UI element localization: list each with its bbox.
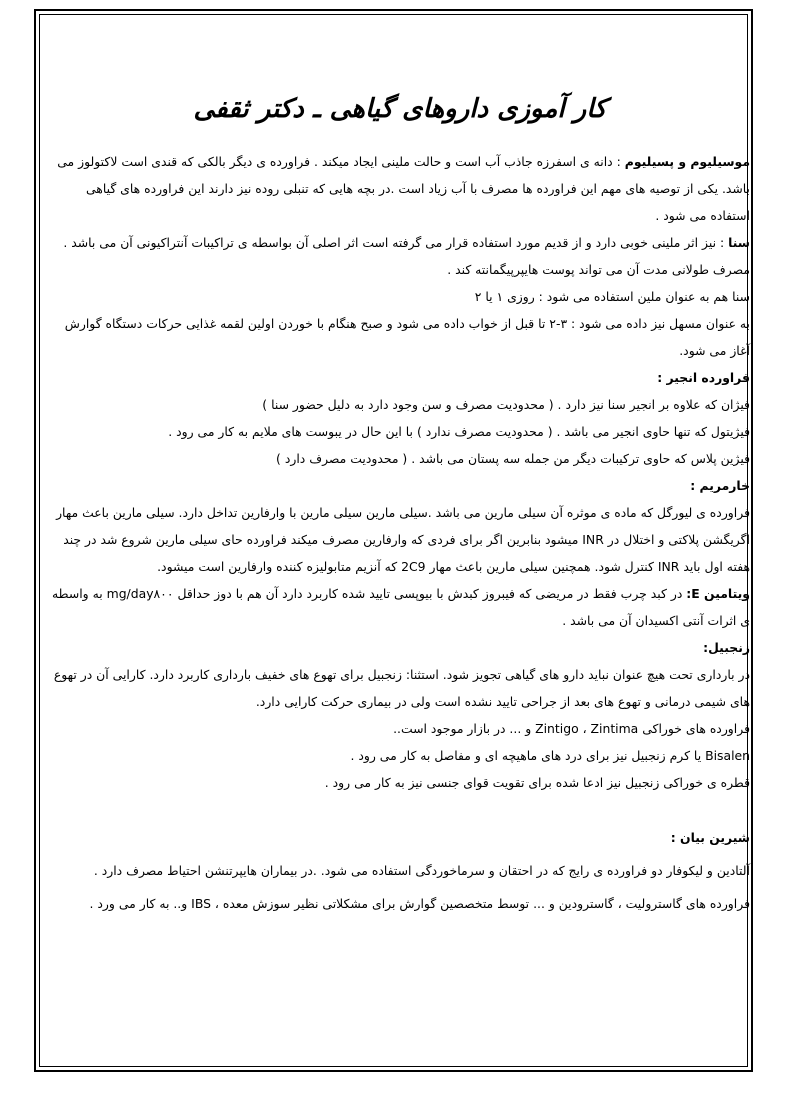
heading-kharmariam: خارمریم :: [690, 478, 750, 493]
document-page: [50, 60, 750, 1060]
senna-line-2: مصرف طولانی مدت آن می تواند پوست هایپرپیگمانته کند .: [447, 262, 750, 277]
senna-text: : نیز اثر ملینی خوبی دارد و از قدیم مورد استفاده قرار می گرفته است اثر اصلی آن بواسطه ی تراکیبات آنتراکیونی آن می باشد .: [63, 235, 725, 250]
heading-zanjabil: زنجبیل:: [703, 640, 750, 655]
page-title: کار آموزی داروهای گیاهی ـ دکتر ثقفی: [193, 94, 607, 124]
heading-shirin-bayan: شیرین بیان :: [670, 830, 750, 845]
zanjabil-line-4: قطره ی خوراکی زنجبیل نیز ادعا شده برای تقویت قوای جنسی نیز به کار می رود .: [324, 775, 750, 790]
zanjabil-text: در بارداری تحت هیچ عنوان نباید دارو های گیاهی تجویز شود. استثنا: زنجبیل برای تهوع های خفیف بارداری کاربرد دارد. کارایی آن در تهوع های شیمی درمانی و تهوع های بعد از جراحی تایید نشده است ولی در بیماری حرکت کارایی دارد.: [53, 667, 750, 709]
anjir-item: فیژان که علاوه بر انجیر سنا نیز دارد . ( محدودیت مصرف و سن وجود دارد به دلیل حضور سنا ): [262, 397, 750, 412]
kharmariam-text: فراورده ی لیورگل که ماده ی موثره آن سیلی مارین می باشد .سیلی مارین سیلی مارین با وارفارین تداخل دارد. سیلی مارین باعث مهار اگریگشن پلاکتی و اختلال در INR میشود بنابرین اگر برای فردی که وارفارین مصرف میکند فراورده حای سیلی مارین شروع شد در چند هفته اول باید INR کنترل شود. همچنین سیلی مارین باعث مهار 2C9 که آنزیم متابولیزه کننده وارفارین است میشود.: [56, 505, 750, 574]
section-gap: [50, 796, 750, 824]
anjir-item: فیژین پلاس که حاوی ترکیبات دیگر من جمله سه پستان می باشد . ( محدودیت مصرف دارد ): [276, 451, 750, 466]
zanjabil-line-3: Bisalen یا کرم زنجبیل نیز برای درد های ماهیچه ای و مفاصل به کار می رود .: [350, 748, 750, 763]
paragraph-senna: [50, 229, 750, 256]
term-senna: سنا: [728, 235, 750, 250]
heading-anjir: فراورده انجیر :: [657, 370, 750, 385]
anjir-item: فیژیتول که تنها حاوی انجیر می باشد . ( محدودیت مصرف ندارد ) با این حال در یبوست های ملایم به کار می رود .: [168, 424, 750, 439]
mosilium-text: : دانه ی اسفرزه جاذب آب است و حالت ملینی ایجاد میکند . فراورده ی دیگر بالکی که قندی است لاکتولوز می باشد. یکی از توصیه های مهم این فراورده ها مصرف با آب زیاد است .در بچه هایی که تنبلی روده نیز دارند این فراورده های گیاهی استفاده می شود .: [57, 154, 750, 223]
paragraph-mosilium: [50, 148, 750, 229]
senna-line-3: سنا هم به عنوان ملین استفاده می شود : روزی ۱ یا ۲: [474, 289, 750, 304]
senna-line-4: به عنوان مسهل نیز داده می شود : ۳-۲ تا قبل از خواب داده می شود و صبح هنگام با خوردن اولین لقمه غذایی حرکات دستگاه گوارش آغاز می شود.: [64, 316, 750, 358]
vitamin-e-text: در کبد چرب فقط در مریضی که فیبروز کبدش با بیوپسی تایید شده کاربرد دارد آن هم با دوز حداقل mg/day۸۰۰ به واسطه ی اثرات آنتی اکسیدان آن می باشد .: [52, 586, 750, 628]
shirin-bayan-line-1: آلتادین و لیکوفار دو فراورده ی رایج که در احتقان و سرماخوردگی استفاده می شود. .در بیماران هایپرتنشن احتیاط مصرف دارد .: [93, 863, 750, 878]
term-vitamin-e: ویتامین E:: [686, 586, 750, 601]
paragraph-vitamin-e: [50, 580, 750, 634]
term-mosilium: موسیلیوم و پسیلیوم: [624, 154, 750, 169]
zanjabil-line-2: فراورده های خوراکی Zintigo ، Zintima و ... در بازار موجود است..: [393, 721, 750, 736]
shirin-bayan-line-2: فراورده های گاسترولیت ، گاسترودین و ... توسط متخصصین گوارش برای مشکلاتی نظیر سوزش معده ، IBS و.. به کار می ورد .: [89, 896, 750, 911]
